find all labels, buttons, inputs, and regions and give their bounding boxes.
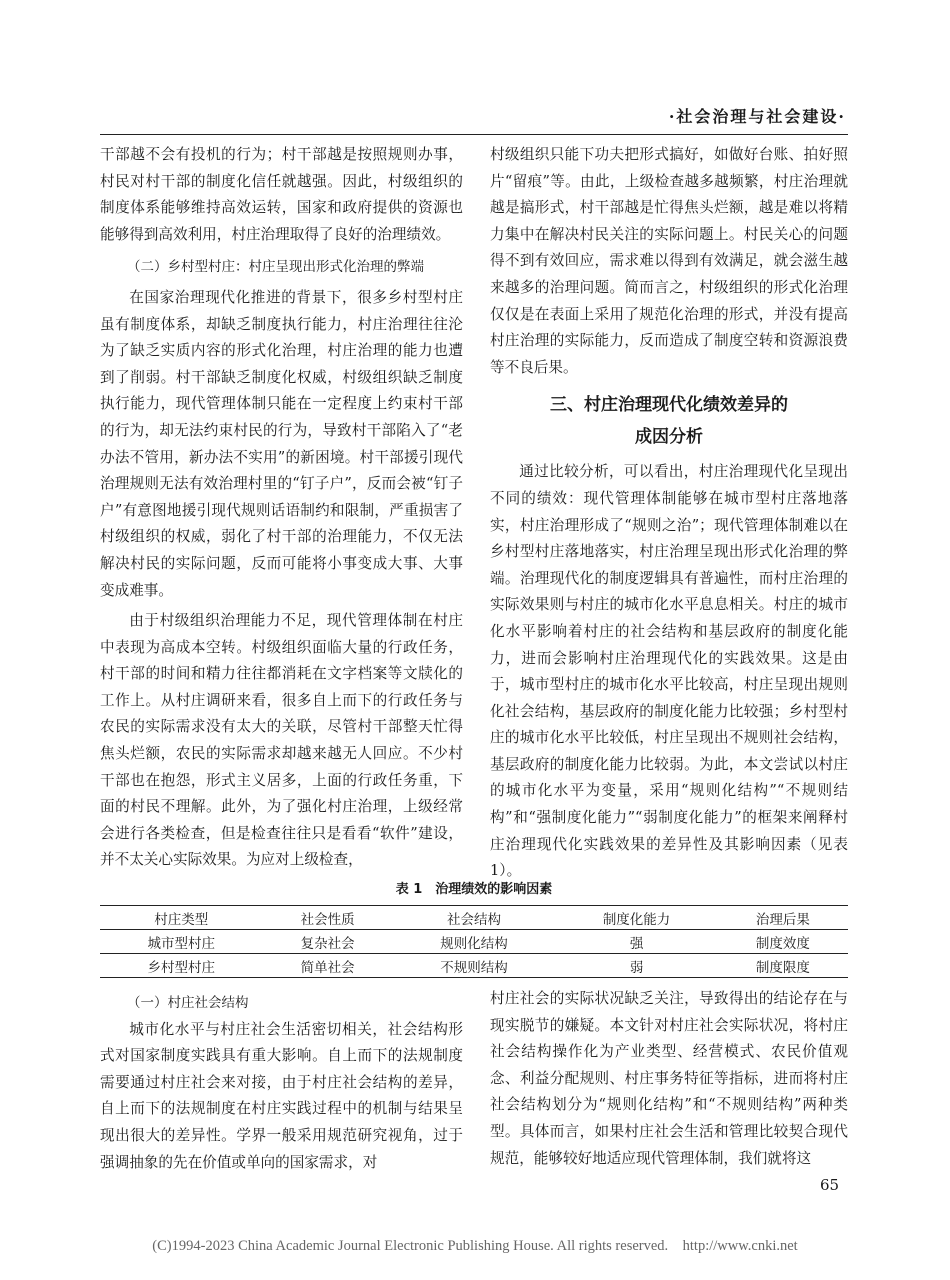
table-cell: 制度限度 xyxy=(755,959,810,976)
subsection-heading: （一）村庄社会结构 xyxy=(127,995,249,1011)
section-title xyxy=(490,389,848,453)
table-row xyxy=(100,954,848,978)
paragraph: 村庄社会的实际状况缺乏关注，导致得出的结论存在与现实脱节的嫌疑。本文针对村庄社会实际状况，将村庄社会结构操作化为产业类型、经营模式、农民价值观念、利益分配规则、村庄事务特征等指标，进而将村庄社会结构划分为“规则化结构”和“不规则结构”两种类型。具体而言，如果村庄社会生活和管理比较契合现代规范，能够较好地适应现代管理体制，我们就将这 xyxy=(490,990,848,1167)
bottom-right-column xyxy=(490,986,848,1172)
table-header-cell: 社会性质 xyxy=(300,911,355,928)
table-cell: 不规则结构 xyxy=(440,959,508,976)
paragraph: 城市化水平与村庄社会生活密切相关，社会结构形式对国家制度实践具有重大影响。自上而下的法规制度需要通过村庄社会来对接，由于村庄社会结构的差异，自上而下的法规制度在村庄实践过程中的机制与结果呈现出很大的差异性。学界一般采用规范研究视角，过于强调抽象的先在价值或单向的国家需求，对 xyxy=(100,1020,463,1171)
paragraph: 在国家治理现代化推进的背景下，很多乡村型村庄虽有制度体系，却缺乏制度执行能力，村庄治理往往沦为了缺乏实质内容的形式化治理，村庄治理的能力也遭到了削弱。村干部缺乏制度化权威，村级组织缺乏制度执行能力，现代管理体制只能在一定程度上约束村干部的行为，却无法约束村民的行为，导致村干部陷入了“老办法不管用，新办法不实用”的新困境。村干部援引现代治理规则无法有效治理村里的“钉子户”，反而会被“钉子户”有意图地援引现代规则话语制约和限制，严重损害了村级组织的权威，弱化了村干部的治理能力，不仅无法解决村民的实际问题，反而可能将小事变成大事、大事变成难事。 xyxy=(100,288,463,599)
table-header-cell: 社会结构 xyxy=(446,911,501,928)
table-cell: 乡村型村庄 xyxy=(147,959,216,976)
table-header-cell: 治理后果 xyxy=(755,911,810,928)
table-cell: 弱 xyxy=(629,959,644,976)
right-column xyxy=(490,142,848,885)
journal-section-title: ·社会治理与社会建设· xyxy=(668,107,846,126)
bottom-left-column xyxy=(100,990,463,1176)
paragraph: 通过比较分析，可以看出，村庄治理现代化呈现出不同的绩效：现代管理体制能够在城市型村庄落地落实，村庄治理形成了“规则之治”；现代管理体制难以在乡村型村庄落地落实，村庄治理呈现出形式化治理的弊端。治理现代化的制度逻辑具有普遍性，而村庄治理的实际效果则与村庄的城市化水平息息相关。村庄的城市化水平影响着村庄的社会结构和基层政府的制度化能力，进而会影响村庄治理现代化的实践效果。这是由于，城市型村庄的城市化水平比较高，村庄呈现出规则化社会结构，基层政府的制度化能力比较强；乡村型村庄的城市化水平比较低，村庄呈现出不规则社会结构，基层政府的制度化能力比较弱。为此，本文尝试以村庄的城市化水平为变量，采用“规则化结构”“不规则结构”和“强制度化能力”“弱制度化能力”的框架来阐释村庄治理现代化实践效果的差异性及其影响因素（见表1）。 xyxy=(490,463,848,880)
section-title-line: 成因分析 xyxy=(635,427,703,448)
table-cell: 强 xyxy=(629,935,644,952)
copyright-footer: (C)1994-2023 China Academic Journal Electronic Publishing House. All rights reserved. http://www.cnki.net xyxy=(152,1238,798,1254)
section-title-line: 三、村庄治理现代化绩效差异的 xyxy=(550,395,788,416)
paragraph: 由于村级组织治理能力不足，现代管理体制在村庄中表现为高成本空转。村级组织面临大量的行政任务，村干部的时间和精力往往都消耗在文字档案等文牍化的工作上。从村庄调研来看，很多自上而下的行政任务与农民的实际需求没有太大的关联，尽管村干部整天忙得焦头烂额，农民的实际需求却越来越无人回应。不少村干部也在抱怨，形式主义居多，上面的行政任务重，下面的村民不理解。此外，为了强化村庄治理，上级经常会进行各类检查，但是检查往往只是看看“软件”建设，并不太关心实际效果。为应对上级检查， xyxy=(100,612,463,869)
header-rule xyxy=(100,134,848,135)
subsection-heading: （二）乡村型村庄：村庄呈现出形式化治理的弊端 xyxy=(127,259,424,276)
left-column xyxy=(100,142,463,874)
table-header-cell: 制度化能力 xyxy=(602,911,671,928)
table-cell: 复杂社会 xyxy=(300,935,355,952)
table-row xyxy=(100,930,848,954)
paragraph: 村级组织只能下功夫把形式搞好，如做好台账、拍好照片“留痕”等。由此，上级检查越多越频繁，村庄治理就越是搞形式，村干部越是忙得焦头烂额，越是难以将精力集中在解决村民关注的实际问题上。村民关心的问题得不到有效回应，需求难以得到有效满足，就会滋生越来越多的治理问题。简而言之，村级组织的形式化治理仅仅是在表面上采用了规范化治理的形式，并没有提高村庄治理的实际能力，反而造成了制度空转和资源浪费等不良后果。 xyxy=(490,146,848,376)
table-header-row xyxy=(100,906,848,930)
influence-factors-table xyxy=(100,905,848,978)
table-header-cell: 村庄类型 xyxy=(154,911,209,928)
paragraph: 干部越不会有投机的行为；村干部越是按照规则办事，村民对村干部的制度化信任就越强。因此，村级组织的制度体系能够维持高效运转，国家和政府提供的资源也能够得到高效利用，村庄治理取得了良好的治理绩效。 xyxy=(100,146,463,243)
running-header xyxy=(100,104,848,132)
table-1 xyxy=(100,880,848,978)
table-cell: 规则化结构 xyxy=(440,935,508,952)
table-cell: 制度效度 xyxy=(755,935,810,952)
table-cell: 城市型村庄 xyxy=(147,935,216,952)
page-number: 65 xyxy=(820,1176,840,1194)
table-cell: 简单社会 xyxy=(300,959,355,976)
table-caption: 表 1 治理绩效的影响因素 xyxy=(395,882,553,897)
